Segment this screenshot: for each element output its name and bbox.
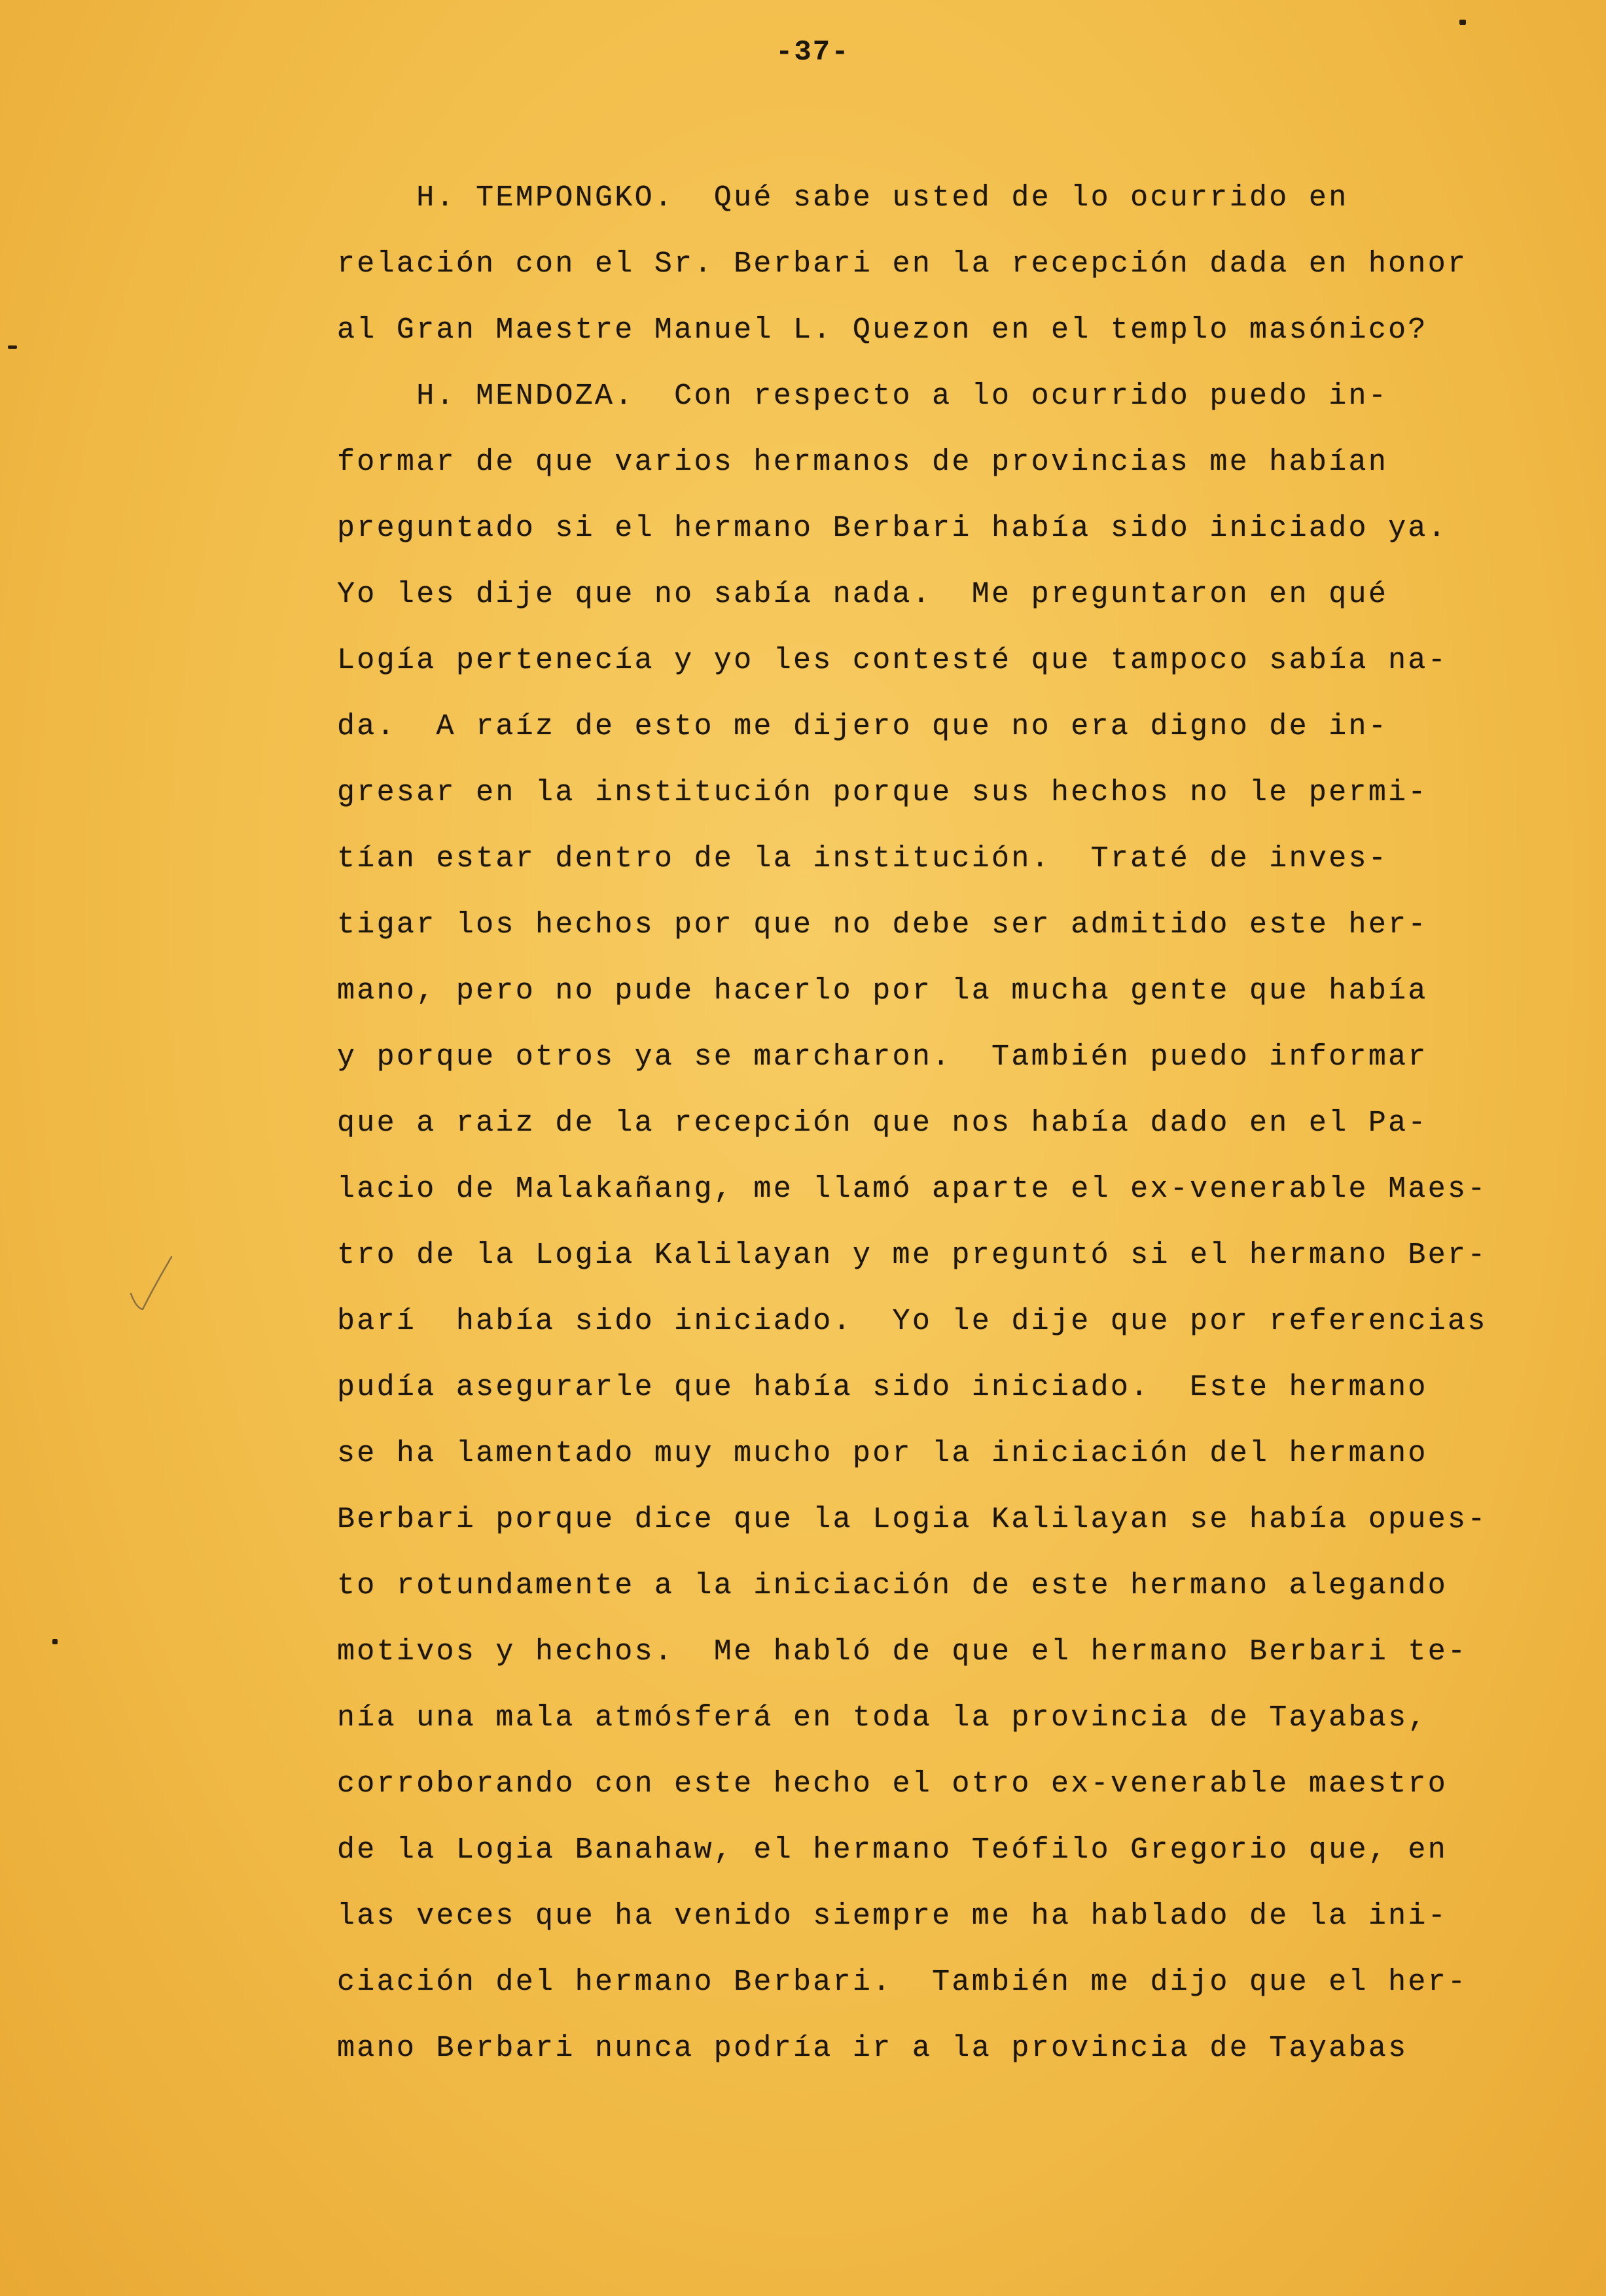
text-line: tro de la Logia Kalilayan y me preguntó si el hermano Ber- <box>337 1239 1488 1272</box>
text-line: motivos y hechos. Me habló de que el hermano Berbari te- <box>337 1635 1468 1669</box>
page-number: -37- <box>776 36 850 69</box>
text-line: las veces que ha venido siempre me ha hablado de la ini- <box>337 1899 1448 1933</box>
text-line: de la Logia Banahaw, el hermano Teófilo Gregorio que, en <box>337 1833 1448 1867</box>
text-line: ciación del hermano Berbari. También me dijo que el her- <box>337 1966 1468 1999</box>
text-line: pudía asegurarle que había sido iniciado. Este hermano <box>337 1371 1428 1404</box>
text-line: gresar en la institución porque sus hechos no le permi- <box>337 776 1428 809</box>
text-line: Logía pertenecía y yo les contesté que tampoco sabía na- <box>337 644 1448 677</box>
margin-mark <box>52 1639 58 1644</box>
text-line: tían estar dentro de la institución. Traté de inves- <box>337 842 1389 875</box>
margin-mark <box>1459 20 1466 25</box>
text-line: mano, pero no pude hacerlo por la mucha gente que había <box>337 974 1428 1008</box>
margin-mark <box>8 345 17 349</box>
text-line: to rotundamente a la iniciación de este hermano alegando <box>337 1569 1448 1602</box>
text-line: da. A raíz de esto me dijero que no era digno de in- <box>337 710 1389 743</box>
text-line: formar de que varios hermanos de provincias me habían <box>337 446 1389 479</box>
text-line: preguntado si el hermano Berbari había sido iniciado ya. <box>337 512 1448 545</box>
text-line: corroborando con este hecho el otro ex-venerable maestro <box>337 1767 1448 1801</box>
text-line: Berbari porque dice que la Logia Kalilayan se había opues- <box>337 1503 1488 1536</box>
text-line: tigar los hechos por que no debe ser admitido este her- <box>337 908 1428 942</box>
text-line: Yo les dije que no sabía nada. Me preguntaron en qué <box>337 578 1389 611</box>
pencil-check-mark <box>128 1253 174 1312</box>
text-line: se ha lamentado muy mucho por la iniciación del hermano <box>337 1437 1428 1470</box>
text-line: relación con el Sr. Berbari en la recepción dada en honor <box>337 247 1468 281</box>
text-line: barí había sido iniciado. Yo le dije que por referencias <box>337 1305 1488 1338</box>
text-line: H. MENDOZA. Con respecto a lo ocurrido puedo in- <box>337 380 1389 413</box>
text-line: H. TEMPONGKO. Qué sabe usted de lo ocurrido en <box>337 181 1349 215</box>
text-line: lacio de Malakañang, me llamó aparte el ex-venerable Maes- <box>337 1173 1488 1206</box>
transcript-body <box>337 165 1561 2081</box>
text-line: al Gran Maestre Manuel L. Quezon en el templo masónico? <box>337 313 1428 347</box>
text-line: y porque otros ya se marcharon. También puedo informar <box>337 1040 1428 1074</box>
text-line: mano Berbari nunca podría ir a la provincia de Tayabas <box>337 2032 1408 2065</box>
text-line: nía una mala atmósferá en toda la provincia de Tayabas, <box>337 1701 1428 1735</box>
text-line: que a raiz de la recepción que nos había dado en el Pa- <box>337 1106 1428 1140</box>
